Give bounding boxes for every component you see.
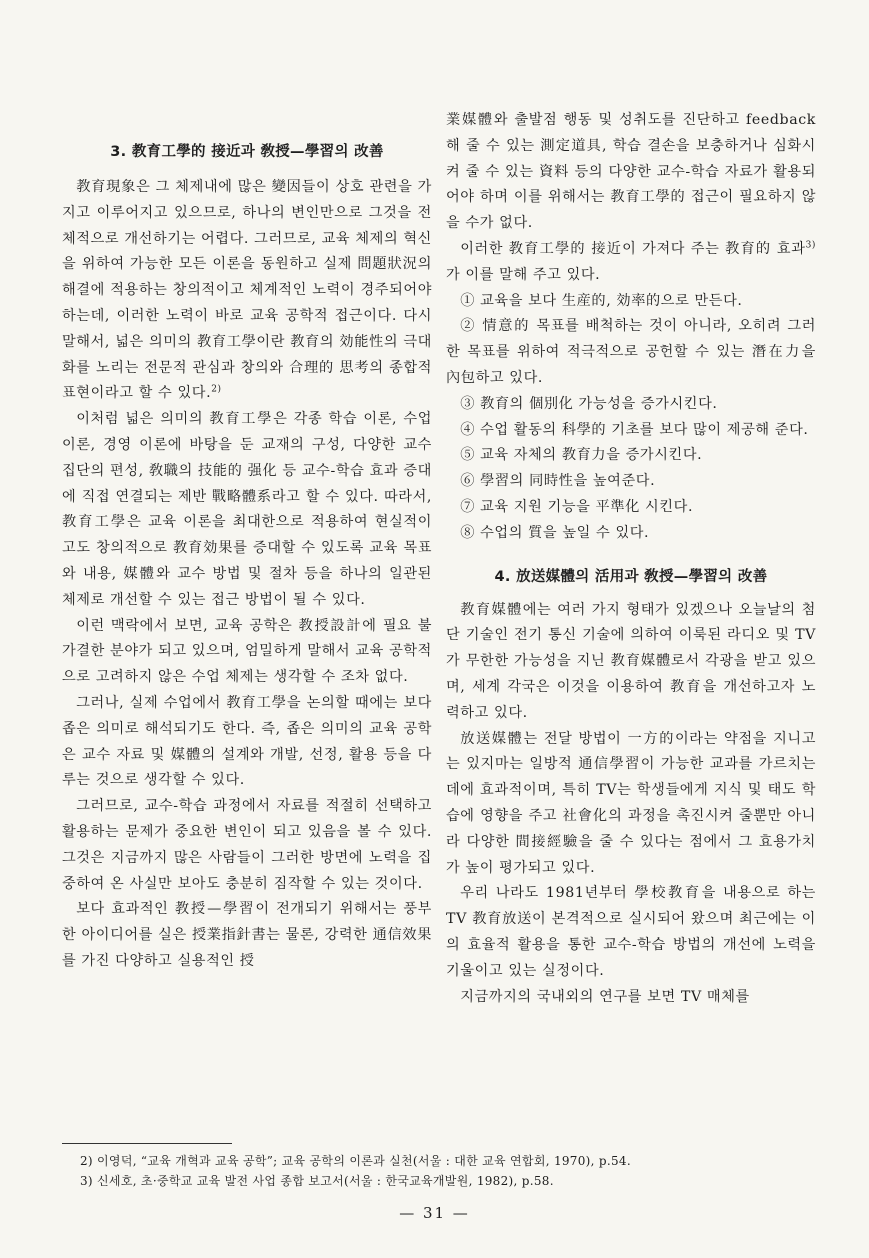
- list-item-3: ③ 教育의 個別化 가능성을 증가시킨다.: [460, 395, 718, 412]
- footnotes: [80, 1151, 840, 1191]
- left-paragraph-2: 이처럼 넓은 의미의 教育工學은 각종 학습 이론, 수업 이론, 경영 이론에 바탕을 둔 교재의 구성, 다양한 교수 집단의 편성, 敎職의 技能的 强化 등 교수-학습 효과 증대에 직접 연결되는 제반 戰略體系라고 할 수 있다. 따라서, 教育工學은 교육 이론을 최대한으로 적용하여 현실적이고도 창의적으로 教育効果를 증대할 수 있도록 교육 목표와 내용, 媒體와 교수 방법 및 절차 등을 하나의 일관된 체제로 개선할 수 있는 접근 방법이 될 수 있다.: [62, 411, 432, 608]
- section-heading-4: 4. 放送媒體의 活用과 敎授—學習의 改善: [494, 568, 768, 585]
- left-paragraph-1: 教育現象은 그 체제내에 많은 變因들이 상호 관련을 가지고 이루어지고 있으므로, 하나의 변인만으로 그것을 전체적으로 개선하기는 어렵다. 그러므로, 교육 체제의 혁신을 위하여 가능한 모든 이론을 동원하고 실제 問題狀況의 해결에 적용하는 창의적이고 체계적인 노력이 경주되어야 하는데, 이러한 노력이 바로 교육 공학적 접근이다. 다시 말해서, 넓은 의미의 教育工學이란 教育의 効能性의 극대화를 노리는 전문적 관심과 창의와 合理的 思考의 종합적 표현이라고 할 수 있다.$^{2)}$: [62, 179, 432, 402]
- section-heading-3: 3. 教育工學的 接近과 敎授—學習의 改善: [110, 144, 384, 160]
- list-item-1: ① 교육을 보다 生産的, 効率的으로 만든다.: [460, 292, 743, 309]
- footnote-ref-2: 2): [211, 384, 222, 395]
- left-column: [62, 140, 432, 975]
- left-paragraph-3: 이런 맥락에서 보면, 교육 공학은 教授設計에 필요 불가결한 분야가 되고 있으며, 엄밀하게 말해서 교육 공학적으로 고려하지 않은 수업 체제는 생각할 수 조차 없다.: [62, 617, 432, 686]
- footnote-divider: [62, 1143, 232, 1144]
- right-paragraph-3: 우리 나라도 1981년부터 學校教育을 내용으로 하는 TV 教育放送이 본격적으로 실시되어 왔으며 최근에는 이의 효율적 활용을 통한 교수-학습 방법의 개선에 노력을 기울이고 있는 실정이다.: [446, 885, 816, 979]
- right-paragraph-4: 지금까지의 국내외의 연구를 보면 TV 매체를: [460, 988, 750, 1005]
- footnote-ref-3: 3): [805, 240, 816, 251]
- right-paragraph-1: 教育媒體에는 여러 가지 형태가 있겠으나 오늘날의 첨단 기술인 전기 통신 기술에 의하여 이룩된 라디오 및 TV가 무한한 가능성을 지닌 教育媒體로서 각광을 받고 있으며, 세계 각국은 이것을 이용하여 教育을 개선하고자 노력하고 있다.: [446, 601, 816, 721]
- list-item-5: ⑤ 교육 자체의 教育力을 증가시킨다.: [460, 447, 703, 464]
- list-item-8: ⑧ 수업의 質을 높일 수 있다.: [460, 524, 650, 541]
- right-intro-paragraph: 이러한 教育工學的 接近이 가져다 주는 教育的 효과$^{3)}$가 이를 말해 주고 있다.: [446, 240, 816, 283]
- left-paragraph-4: 그러나, 실제 수업에서 教育工學을 논의할 때에는 보다 좁은 의미로 해석되기도 한다. 즉, 좁은 의미의 교육 공학은 교수 자료 및 媒體의 설계와 개발, 선정, 활용 등을 다루는 것으로 생각할 수 있다.: [62, 694, 432, 789]
- right-paragraph-2: 放送媒體는 전달 방법이 一方的이라는 약점을 지니고는 있지마는 일방적 通信學習이 가능한 교과를 가르치는 데에 효과적이며, 특히 TV는 학생들에게 지식 및 태도 학습에 영향을 주고 社會化의 과정을 촉진시켜 줄뿐만 아니라 다양한 間接經驗을 줄 수 있다는 점에서 그 효용가치가 높이 평가되고 있다.: [446, 730, 816, 876]
- list-item-2: ② 情意的 목표를 배척하는 것이 아니라, 오히려 그러한 목표를 위하여 적극적으로 공헌할 수 있는 潛在力을 內包하고 있다.: [446, 318, 816, 386]
- right-column: [446, 108, 816, 1010]
- list-item-7: ⑦ 교육 지원 기능을 平準化 시킨다.: [460, 498, 694, 515]
- right-continued-paragraph: 業媒體와 출발점 행동 및 성취도를 진단하고 feedback 해 줄 수 있는 測定道具, 학습 결손을 보충하거나 심화시켜 줄 수 있는 資料 등의 다양한 교수-학습 자료가 활용되어야 하며 이를 위해서는 教育工學的 접근이 필요하지 않을 수가 없다.: [446, 112, 816, 232]
- list-item-6: ⑥ 學習의 同時性을 높여준다.: [460, 473, 656, 490]
- left-paragraph-5: 그러므로, 교수-학습 과정에서 자료를 적절히 선택하고 활용하는 문제가 중요한 변인이 되고 있음을 볼 수 있다. 그것은 지금까지 많은 사람들이 그러한 방면에 노력을 집중하여 온 사실만 보아도 충분히 짐작할 수 있는 것이다.: [62, 798, 432, 892]
- footnote-2: 2) 이영덕, “교육 개혁과 교육 공학”; 교육 공학의 이론과 실천(서울 : 대한 교육 연합회, 1970), p.54.: [80, 1154, 631, 1168]
- left-paragraph-6: 보다 효과적인 教授—學習이 전개되기 위해서는 풍부한 아이디어를 실은 授業指針書는 물론, 강력한 通信效果를 가진 다양하고 실용적인 授: [62, 901, 432, 969]
- page-number: — 31 —: [399, 1204, 470, 1222]
- list-item-4: ④ 수업 활동의 科學的 기초를 보다 많이 제공해 준다.: [460, 421, 809, 438]
- footnote-3: 3) 신세호, 초·중학교 교육 발전 사업 종합 보고서(서울 : 한국교육개발원, 1982), p.58.: [80, 1174, 554, 1188]
